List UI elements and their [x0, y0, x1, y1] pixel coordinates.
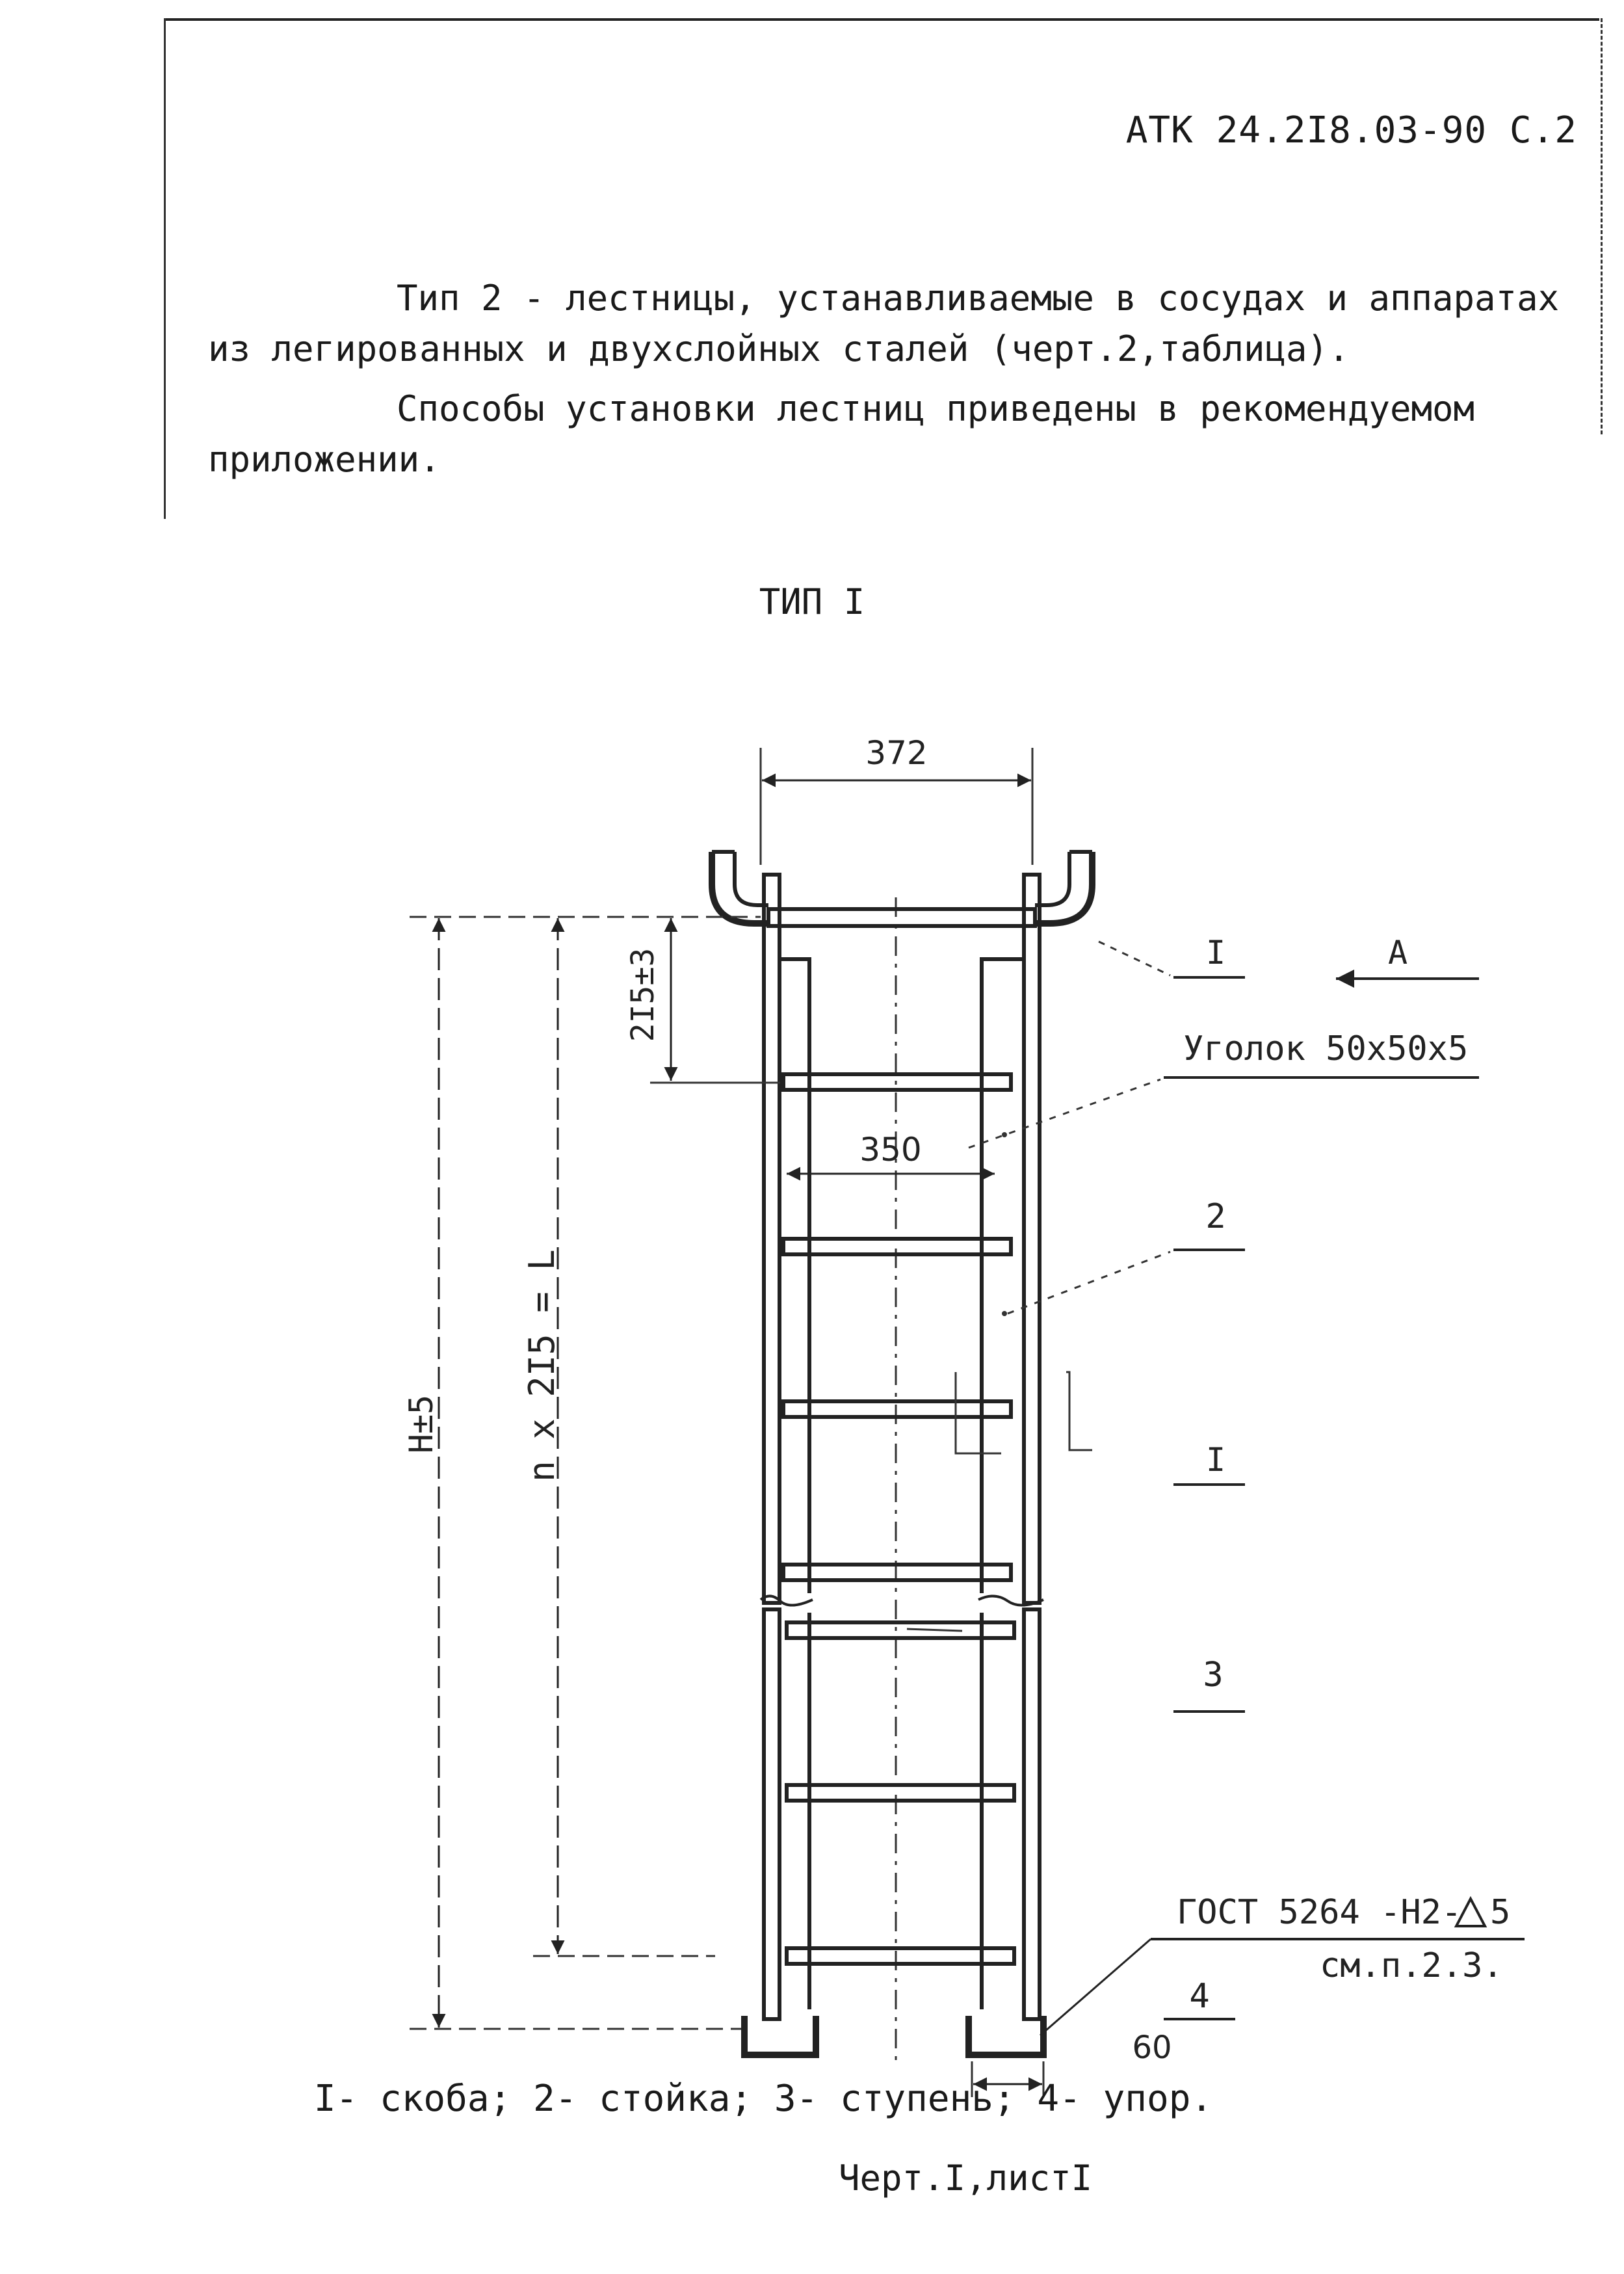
weld-size: 5	[1490, 1893, 1511, 1932]
view-mark-a: А	[1387, 934, 1408, 972]
step-3	[783, 1401, 1011, 1417]
dim-steps: n x 2I5 = L	[521, 1249, 562, 1482]
right-upright-lower	[1024, 1609, 1040, 2019]
left-upright-upper	[764, 875, 779, 1603]
weld-spec: ГОСТ 5264 -Н2-	[1177, 1893, 1462, 1932]
left-stop	[744, 2016, 816, 2055]
callout-3: 3	[1203, 1656, 1224, 1695]
callout-4: 4	[1189, 1977, 1210, 2016]
dim-350: 350	[859, 1131, 922, 1169]
drawing-title: ТИП I	[759, 581, 865, 622]
right-upright-upper	[1024, 875, 1040, 1603]
weld-note: см.п.2.3.	[1320, 1946, 1503, 1985]
left-angle-flange	[779, 959, 809, 1593]
top-bar	[768, 909, 1035, 926]
dim-60: 60	[1132, 2029, 1172, 2066]
section-mark-1: I	[1205, 934, 1226, 972]
angle-profile-label: Уголок 50х50х5	[1183, 1029, 1469, 1068]
paragraph-type2: Тип 2 - лестницы, устанавливаемые в сосудах и аппаратах из легированных и двухслойных сталей (черт.2,таблица).	[208, 278, 1560, 369]
dim-height: Н±5	[402, 1394, 440, 1454]
section-window	[956, 1372, 1001, 1453]
step-1	[783, 1074, 1011, 1090]
right-angle-flange	[982, 959, 1024, 1593]
right-hook	[1035, 852, 1092, 923]
break-right	[978, 1596, 1043, 1605]
step-4	[783, 1565, 1011, 1580]
section-mark-2: I	[1205, 1441, 1226, 1479]
step-2	[783, 1239, 1011, 1254]
dim-215-tol: 2I5±3	[625, 947, 661, 1042]
right-stop	[969, 2016, 1043, 2055]
paragraph-installation: Способы установки лестниц приведены в рекомендуемом приложении.	[208, 388, 1475, 480]
document-code: АТК 24.2I8.03-90 С.2	[1125, 109, 1577, 152]
dim-372: 372	[865, 734, 928, 772]
left-upright-lower	[764, 1609, 779, 2019]
callout-2: 2	[1205, 1197, 1226, 1236]
drawing-caption: Черт.I,листI	[839, 2158, 1093, 2199]
parts-legend: I- скоба; 2- стойка; 3- ступень; 4- упор.	[313, 2078, 1213, 2120]
